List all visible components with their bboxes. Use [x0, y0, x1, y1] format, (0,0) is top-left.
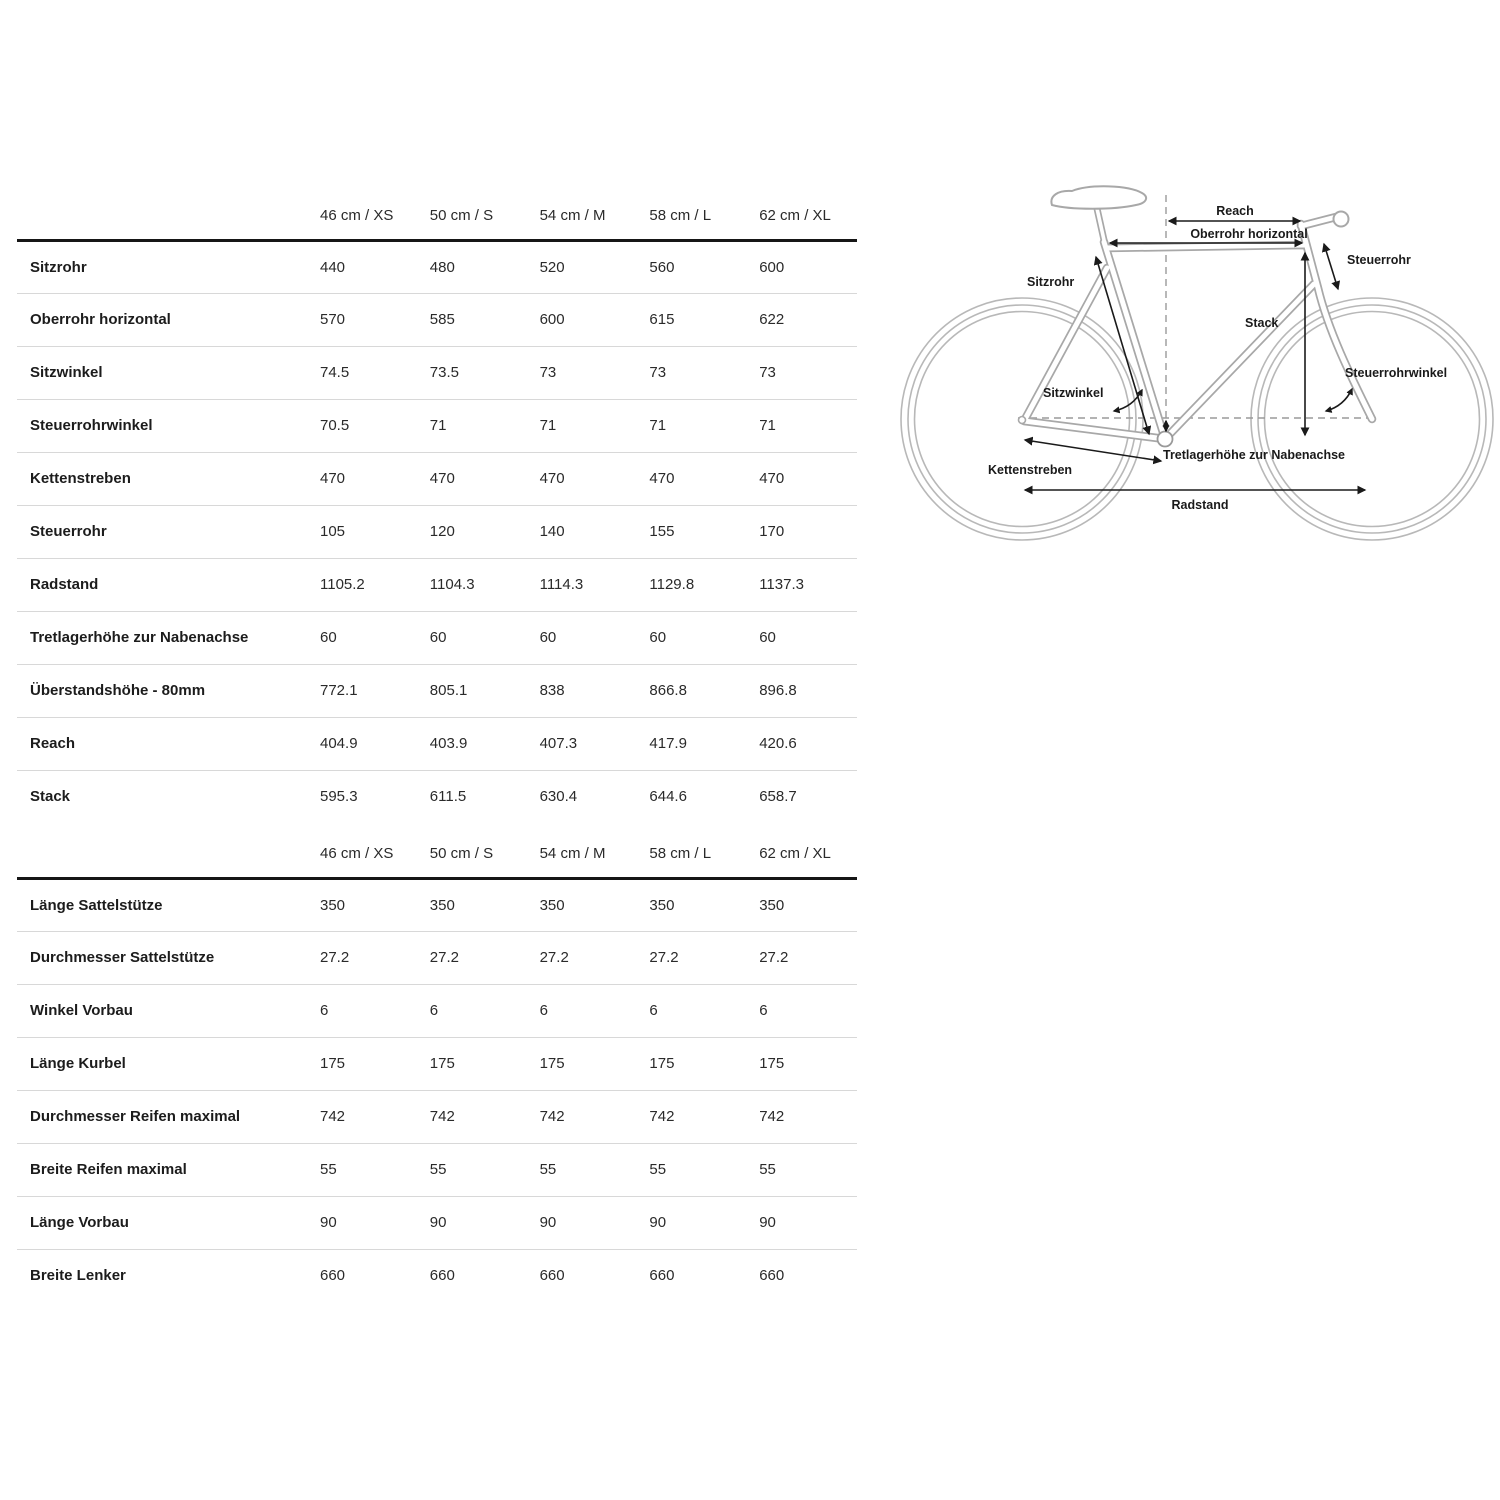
- spec-row: [17, 1090, 857, 1143]
- size-column-header: 58 cm / L: [649, 845, 712, 863]
- spec-value: 73: [649, 364, 667, 381]
- size-column-header: 62 cm / XL: [759, 845, 831, 863]
- spec-value: 630.4: [539, 788, 578, 806]
- size-column-header: 50 cm / S: [429, 207, 494, 225]
- spec-value: 658.7: [759, 788, 797, 806]
- spec-value: 660: [759, 1267, 785, 1285]
- spec-value: 170: [759, 523, 785, 540]
- spec-value: 90: [429, 1214, 447, 1231]
- spec-value: 350: [429, 896, 455, 914]
- spec-value: 742: [320, 1108, 346, 1125]
- sitzwinkel-label: Sitzwinkel: [1043, 386, 1104, 400]
- spec-value: 866.8: [649, 682, 687, 699]
- spec-value: 660: [539, 1267, 565, 1285]
- spec-value: 6: [649, 1002, 658, 1019]
- spec-value: 611.5: [429, 788, 467, 806]
- spec-row-label: Winkel Vorbau: [30, 1002, 133, 1019]
- spec-row-label: Kettenstreben: [30, 470, 131, 487]
- spec-value: 90: [320, 1214, 337, 1231]
- spec-value: 74.5: [320, 364, 350, 381]
- geometry-spec-tables: [17, 193, 857, 1302]
- spec-row-label: Sitzrohr: [30, 258, 87, 276]
- spec-value: 73.5: [429, 364, 459, 381]
- spec-value: 403.9: [429, 735, 468, 752]
- sitzrohr-label: Sitzrohr: [1027, 275, 1075, 289]
- spec-value: 417.9: [649, 735, 687, 752]
- corner-cell: [17, 193, 308, 240]
- spec-value: 470: [649, 470, 675, 487]
- spec-row-label: Durchmesser Reifen maximal: [30, 1108, 241, 1125]
- spec-row: [17, 1037, 857, 1090]
- sitzrohr-arrow: [1096, 257, 1149, 434]
- spec-value: 55: [539, 1161, 557, 1178]
- size-column-header: 46 cm / XS: [320, 207, 394, 225]
- spec-value: 622: [759, 311, 785, 328]
- spec-value: 60: [759, 629, 776, 646]
- spec-value: 55: [759, 1161, 776, 1178]
- spec-row: [17, 611, 857, 664]
- spec-value: 350: [759, 896, 785, 914]
- spec-row: [17, 770, 857, 823]
- spec-value: 6: [539, 1002, 548, 1019]
- spec-value: 90: [649, 1214, 667, 1231]
- spec-value: 600: [759, 258, 785, 276]
- spec-row: [17, 505, 857, 558]
- spec-value: 6: [759, 1002, 768, 1019]
- spec-value: 73: [539, 364, 557, 381]
- spec-value: 896.8: [759, 682, 797, 699]
- spec-row-label: Tretlagerhöhe zur Nabenachse: [30, 629, 249, 646]
- geometry-table: [17, 193, 857, 823]
- radstand-label: Radstand: [1171, 498, 1229, 512]
- oberrohr-label: Oberrohr horizontal: [1190, 227, 1308, 241]
- spec-value: 1114.3: [539, 576, 584, 593]
- spec-value: 350: [539, 896, 565, 914]
- spec-value: 71: [759, 417, 776, 434]
- spec-value: 350: [320, 896, 346, 914]
- spec-value: 600: [539, 311, 565, 328]
- spec-value: 742: [649, 1108, 675, 1125]
- spec-value: 155: [649, 523, 675, 540]
- steuerrohr-arrow: [1324, 244, 1338, 289]
- spec-row: [17, 984, 857, 1037]
- spec-value: 120: [429, 523, 455, 540]
- spec-row-label: Sitzwinkel: [30, 364, 103, 381]
- spec-value: 520: [539, 258, 565, 276]
- size-header-row: [17, 831, 857, 878]
- size-column-header: 46 cm / XS: [320, 845, 394, 863]
- steuerrohrwinkel-label: Steuerrohrwinkel: [1345, 366, 1448, 380]
- size-column-header: 54 cm / M: [539, 845, 606, 863]
- spec-row-label: Länge Sattelstütze: [30, 896, 163, 914]
- spec-value: 55: [649, 1161, 667, 1178]
- spec-row: [17, 452, 857, 505]
- spec-value: 71: [649, 417, 667, 434]
- spec-row-label: Reach: [30, 735, 76, 752]
- spec-value: 470: [429, 470, 455, 487]
- size-column-header: 54 cm / M: [539, 207, 606, 225]
- spec-value: 470: [320, 470, 346, 487]
- spec-value: 1137.3: [759, 576, 804, 593]
- spec-value: 60: [539, 629, 557, 646]
- spec-value: 175: [759, 1055, 785, 1072]
- spec-value: 6: [429, 1002, 439, 1019]
- spec-value: 560: [649, 258, 675, 276]
- spec-row-label: Oberrohr horizontal: [30, 311, 171, 328]
- handlebar-icon: [1334, 212, 1349, 227]
- spec-value: 772.1: [320, 682, 358, 699]
- saddle-icon: [1051, 186, 1146, 208]
- tretlagerhoehe-label: Tretlagerhöhe zur Nabenachse: [1163, 448, 1346, 462]
- spec-value: 71: [539, 417, 557, 434]
- spec-value: 660: [649, 1267, 675, 1285]
- spec-value: 27.2: [759, 949, 789, 966]
- spec-value: 60: [649, 629, 667, 646]
- spec-value: 175: [539, 1055, 565, 1072]
- spec-value: 350: [649, 896, 675, 914]
- spec-value: 585: [429, 311, 455, 328]
- bottom-bracket-icon: [1158, 432, 1173, 447]
- stack-label: Stack: [1245, 316, 1279, 330]
- spec-value: 660: [429, 1267, 455, 1285]
- spec-value: 615: [649, 311, 675, 328]
- spec-value: 1104.3: [429, 576, 475, 593]
- spec-row-label: Steuerrohr: [30, 523, 107, 540]
- spec-row: [17, 346, 857, 399]
- spec-value: 6: [320, 1002, 329, 1019]
- spec-row: [17, 1143, 857, 1196]
- spec-value: 742: [539, 1108, 565, 1125]
- size-column-header: 58 cm / L: [649, 207, 712, 225]
- spec-value: 27.2: [429, 949, 459, 966]
- spec-row: [17, 931, 857, 984]
- spec-value: 838: [539, 682, 565, 699]
- spec-row-label: Stack: [30, 788, 71, 806]
- components-table: [17, 831, 857, 1302]
- spec-value: 440: [320, 258, 346, 276]
- spec-row: [17, 878, 857, 931]
- spec-value: 805.1: [429, 682, 468, 699]
- spec-value: 470: [759, 470, 785, 487]
- spec-row-label: Länge Kurbel: [30, 1055, 126, 1072]
- spec-value: 90: [759, 1214, 776, 1231]
- spec-row-label: Überstandshöhe - 80mm: [30, 682, 206, 699]
- reach-label: Reach: [1216, 204, 1254, 218]
- steuerrohrwinkel-arc-arrow: [1326, 389, 1352, 411]
- spec-row-label: Länge Vorbau: [30, 1214, 129, 1231]
- spec-value: 90: [539, 1214, 557, 1231]
- bike-geometry-diagram: [900, 160, 1500, 560]
- spec-value: 71: [429, 417, 447, 434]
- spec-value: 595.3: [320, 788, 358, 806]
- kettenstreben-label: Kettenstreben: [988, 463, 1073, 477]
- spec-row: [17, 664, 857, 717]
- spec-value: 404.9: [320, 735, 358, 752]
- spec-value: 420.6: [759, 735, 797, 752]
- size-column-header: 50 cm / S: [429, 845, 494, 863]
- spec-value: 175: [429, 1055, 455, 1072]
- spec-row-label: Radstand: [30, 576, 99, 593]
- spec-row: [17, 1196, 857, 1249]
- spec-value: 27.2: [649, 949, 679, 966]
- spec-value: 660: [320, 1267, 346, 1285]
- spec-value: 60: [320, 629, 337, 646]
- spec-row: [17, 399, 857, 452]
- spec-value: 140: [539, 523, 565, 540]
- spec-value: 570: [320, 311, 346, 328]
- spec-row-label: Durchmesser Sattelstütze: [30, 949, 215, 966]
- spec-value: 55: [320, 1161, 337, 1178]
- spec-value: 55: [429, 1161, 447, 1178]
- spec-value: 470: [539, 470, 565, 487]
- spec-row: [17, 293, 857, 346]
- spec-value: 480: [429, 258, 455, 276]
- spec-value: 73: [759, 364, 776, 381]
- spec-row-label: Breite Lenker: [30, 1267, 126, 1285]
- spec-row: [17, 240, 857, 293]
- steuerrohr-label: Steuerrohr: [1347, 253, 1411, 267]
- size-header-row: [17, 193, 857, 240]
- spec-value: 27.2: [320, 949, 350, 966]
- spec-value: 1105.2: [320, 576, 365, 593]
- spec-row: [17, 558, 857, 611]
- spec-value: 105: [320, 523, 346, 540]
- spec-row: [17, 717, 857, 770]
- spec-row: [17, 1249, 857, 1302]
- rear-dropout-icon: [1019, 417, 1026, 424]
- size-column-header: 62 cm / XL: [759, 207, 831, 225]
- spec-value: 644.6: [649, 788, 687, 806]
- spec-row-label: Steuerrohrwinkel: [30, 417, 153, 434]
- spec-row-label: Breite Reifen maximal: [30, 1161, 187, 1178]
- spec-value: 742: [429, 1108, 455, 1125]
- spec-value: 175: [649, 1055, 675, 1072]
- corner-cell: [17, 831, 308, 878]
- spec-value: 60: [429, 629, 447, 646]
- spec-value: 407.3: [539, 735, 578, 752]
- spec-value: 27.2: [539, 949, 569, 966]
- spec-value: 1129.8: [649, 576, 695, 593]
- spec-value: 742: [759, 1108, 785, 1125]
- spec-value: 175: [320, 1055, 346, 1072]
- spec-value: 70.5: [320, 417, 350, 434]
